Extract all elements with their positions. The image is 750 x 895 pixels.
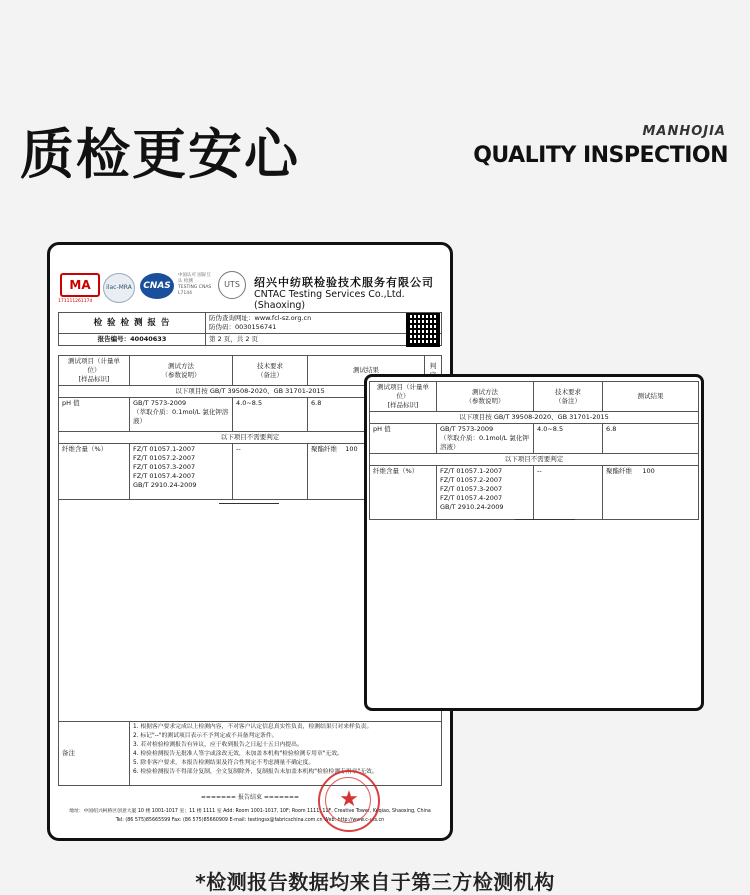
footer-contacts: Tel: (86 575)85665599 Fax: (86 575)85660909 E-mail: testingsx@fabricschina.com.cn Web: http://www.c-uts.cn <box>115 818 385 823</box>
ph-item: pH 值 <box>59 398 130 432</box>
fiber-result-name: 聚酯纤维 <box>606 467 632 475</box>
fiber-method: GB/T 2910.24-2009 <box>133 481 197 489</box>
col-requirement: 技术要求 （备注） <box>534 382 603 412</box>
ph-item: pH 值 <box>370 424 437 454</box>
note-item: 3. 若对检验检测报告有异议，应于收到报告之日起十五日内提出。 <box>133 742 303 748</box>
page-indicator: 第 2 页，共 2 页 <box>206 334 442 346</box>
note-item: 2. 标记"--"的测试项目表示不予判定或不具备判定条件。 <box>133 733 278 739</box>
fiber-result-value: 100 <box>345 445 358 453</box>
col-method: 测试方法 （参数说明） <box>130 356 233 386</box>
ph-requirement: 4.0~8.5 <box>233 398 308 432</box>
quality-inspection-heading: QUALITY INSPECTION <box>473 143 728 168</box>
ilac-logo: ilac-MRA <box>103 273 135 303</box>
section-row: 以下项目按 GB/T 39508-2020、GB 31701-2015 <box>59 386 442 398</box>
col-item: 测试项目（计量单位） [样品标识] <box>370 382 437 412</box>
section-row: 以下项目不需要判定 <box>59 432 442 444</box>
ph-result: 6.8 <box>603 424 699 454</box>
fiber-method: FZ/T 01057.1-2007 <box>440 467 503 475</box>
note-item: 1. 根据客户要求完成以上检测内容，不对客户认定信息真实性负责，检测结果只对来样负责。 <box>133 724 373 730</box>
fiber-method: GB/T 2910.24-2009 <box>440 503 504 511</box>
zoomed-results-table <box>369 381 699 520</box>
fiber-method: FZ/T 01057.2-2007 <box>133 454 196 462</box>
note-item: 5. 除非客户要求，本报告检测结果及符合性判定不考虑测量不确定度。 <box>133 760 315 766</box>
note-item: 4. 检验检测报告无批准人签字或涂改无效，未加盖本机构"检验检测专用章"无效。 <box>133 751 343 757</box>
anti-fake-code: 防伪码：0030156741 <box>209 323 277 331</box>
note-item: 6. 检验检测报告不得部分复制，全文复制除外，复制报告未加盖本机构"检验检测专用章"无效。 <box>133 769 378 775</box>
fiber-method: FZ/T 01057.4-2007 <box>440 494 503 502</box>
notes-label: 备注 <box>59 722 130 786</box>
brand-logo: MANHOJIA <box>642 124 726 139</box>
hero-title: 质检更安心 <box>20 123 300 186</box>
fiber-requirement: -- <box>233 444 308 500</box>
col-method: 测试方法 （参数说明） <box>437 382 534 412</box>
footer-caption: *检测报告数据均来自于第三方检测机构 <box>195 870 555 894</box>
report-title: 检 验 检 测 报 告 <box>59 313 206 334</box>
fiber-method: FZ/T 01057.4-2007 <box>133 472 196 480</box>
blank-divider <box>515 519 575 520</box>
fiber-method: FZ/T 01057.1-2007 <box>133 445 196 453</box>
fiber-method: FZ/T 01057.2-2007 <box>440 476 503 484</box>
anti-fake-url: 防伪查询网址：www.fcl-sz.org.cn <box>209 314 312 322</box>
ma-logo: MA <box>60 273 100 297</box>
ph-result: 6.8 <box>308 398 425 432</box>
report-header-table <box>58 312 442 346</box>
fiber-method: FZ/T 01057.3-2007 <box>133 463 196 471</box>
company-name-cn: 绍兴中纺联检验技术服务有限公司 <box>254 276 434 289</box>
ph-method: GB/T 7573-2009 （萃取介质：0.1mol/L 氯化钾溶液） <box>130 398 233 432</box>
fiber-item: 纤维含量（%） <box>370 466 437 520</box>
uts-logo: UTS <box>218 271 246 299</box>
fiber-requirement: -- <box>534 466 603 520</box>
fiber-item: 纤维含量（%） <box>59 444 130 500</box>
section-row: 以下项目不需要判定 <box>370 454 699 466</box>
zoomed-table-overlay <box>364 374 704 711</box>
col-judgement: 判 <box>425 356 442 386</box>
ma-number: 171111261174 <box>58 299 93 304</box>
ph-method: GB/T 7573-2009 （萃取介质：0.1mol/L 氯化钾溶液） <box>437 424 534 454</box>
col-result: 测试结果 <box>308 356 425 386</box>
blank-divider <box>219 503 279 504</box>
col-result: 测试结果 <box>603 382 699 412</box>
report-end: ======= 报告结束 ======= <box>200 794 300 801</box>
footer-address: 地址：中国绍兴柯桥区创意大厦 10 楼 1001-1017 室；11 楼 1111 室 Add: Room 1001-1017, 10F; Room 1111, 11F, Creative Tower, Keqiao, Shaoxing, China <box>69 809 431 814</box>
official-seal: ★ <box>318 770 380 832</box>
fiber-method: FZ/T 01057.3-2007 <box>440 485 503 493</box>
qr-code <box>406 313 440 347</box>
report-number: 报告编号：40040633 <box>59 334 206 346</box>
cnas-logo: CNAS <box>140 273 174 299</box>
section-row: 以下项目按 GB/T 39508-2020、GB 31701-2015 <box>370 412 699 424</box>
company-name-en: CNTAC Testing Services Co.,Ltd.(Shaoxing) <box>254 289 405 311</box>
certification-logos <box>58 267 438 311</box>
fiber-result-value: 100 <box>642 467 655 475</box>
cnas-caption: 中国认可 国际互认 检测 TESTING CNAS L7144 <box>178 273 212 296</box>
fiber-result-name: 聚酯纤维 <box>311 445 337 453</box>
col-requirement: 技术要求 （备注） <box>233 356 308 386</box>
ph-requirement: 4.0~8.5 <box>534 424 603 454</box>
col-item: 测试项目（计量单位） [样品标识] <box>59 356 130 386</box>
